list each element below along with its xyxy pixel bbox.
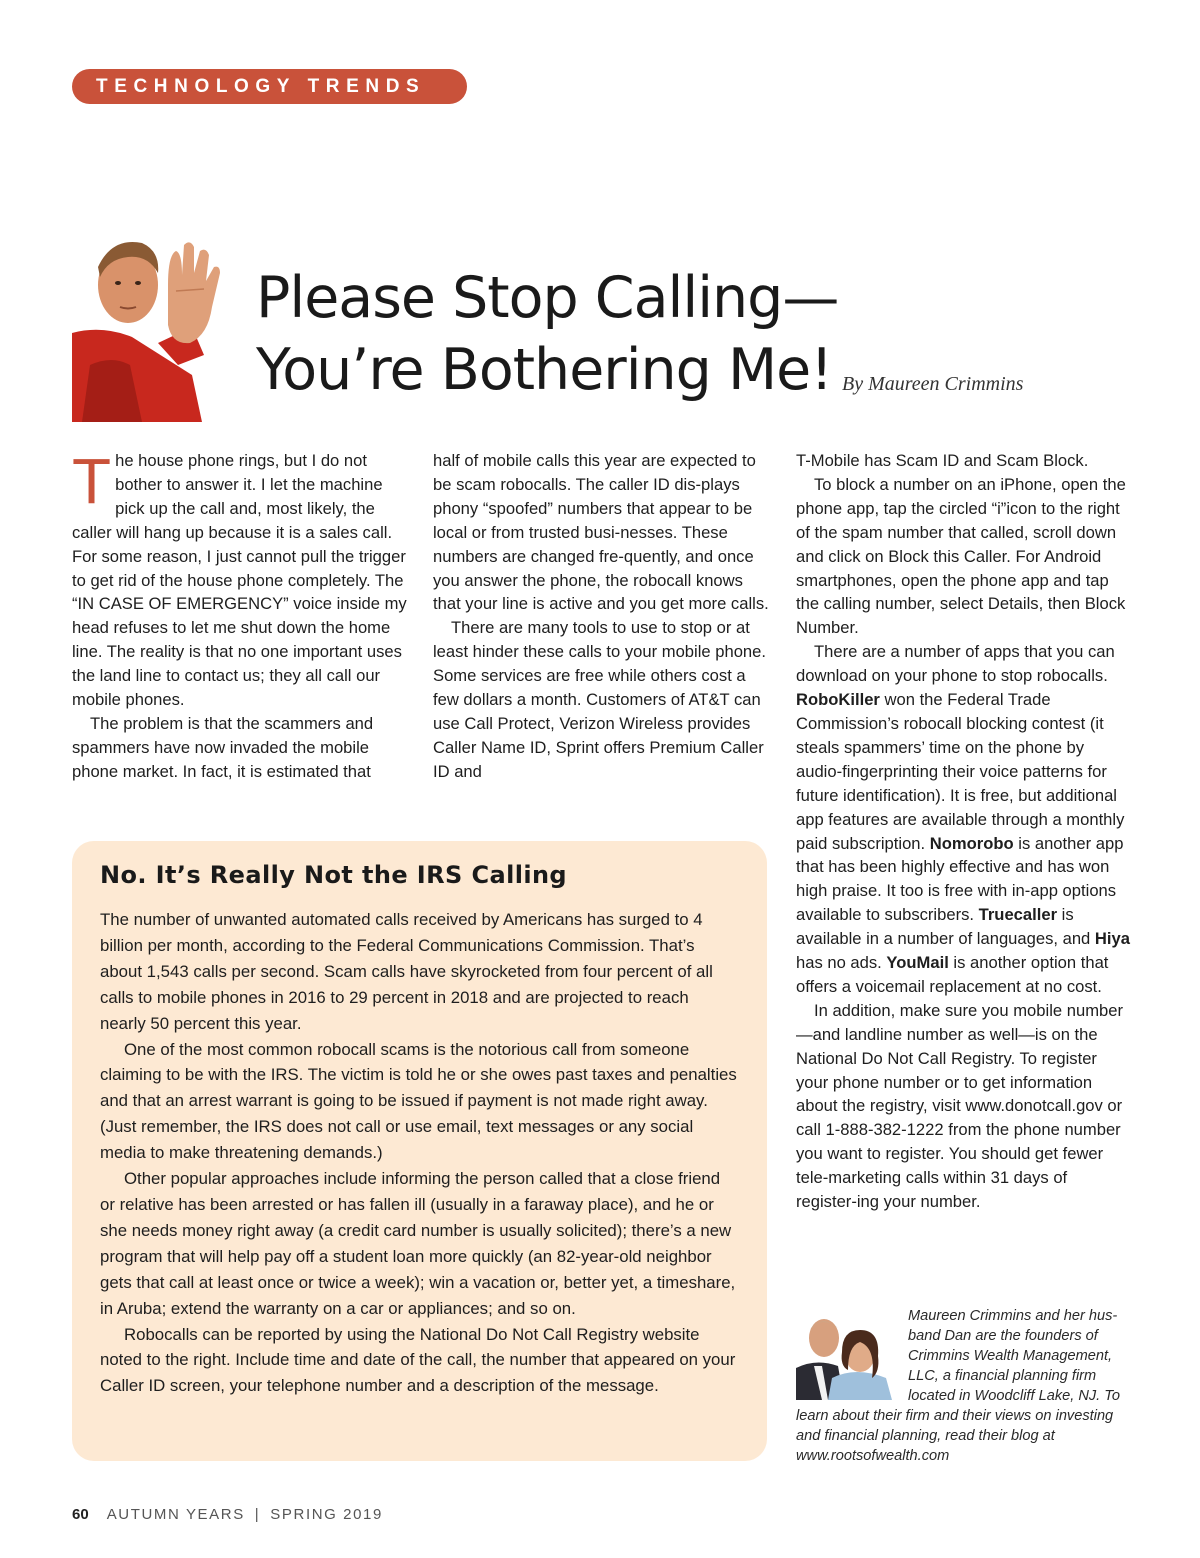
column1-paragraph-2: The problem is that the scammers and spammers have now invaded the mobile phone market. In fact, it is estimated that xyxy=(72,713,374,781)
sidebar-paragraph-4: Robocalls can be reported by using the National Do Not Call Registry website noted to the right. Include time and date of the call, the number that appeared on your Caller ID screen, your telephone number and a description of the message. xyxy=(100,1324,736,1396)
article-column-3 xyxy=(796,449,1132,1214)
column1-paragraph-1-text: he house phone rings, but I do not bother to answer it. I let the machine pick up the call and, most likely, the caller will hang up because it is a sales call. For some reason, I just cannot pull the trigger to get rid of the house phone completely. The “IN CASE OF EMERGENCY” voice inside my head refuses to let me shut down the home line. The reality is that no one important uses the land line to contact us; they all call our mobile phones. xyxy=(72,451,407,710)
drop-cap: T xyxy=(72,445,112,517)
column3-p3-text-a: There are a number of apps that you can download on your phone to stop robocalls. xyxy=(796,642,1115,686)
issue-date: SPRING 2019 xyxy=(270,1506,383,1523)
column3-paragraph-3 xyxy=(796,640,1132,999)
column3-p3-text-e: has no ads. xyxy=(796,953,887,973)
article-column-2 xyxy=(433,449,771,784)
column1-paragraph-1 xyxy=(72,445,408,712)
column3-p3-text-b: won the Federal Trade Commission’s robocall blocking contest (it steals spammers’ time on the phone by audio-fingerprinting their voice patterns for future identification). It is free, but additional app features are available through a monthly paid subscription. xyxy=(796,690,1125,853)
column2-paragraph-1: half of mobile calls this year are expected to be scam robocalls. The caller ID dis-plays phony “spoofed” numbers that appear to be local or from trusted busi-nesses. These numbers are changed fre-quently, and once you answer the phone, the robocall knows that your line is active and you get more calls. xyxy=(433,451,769,614)
page-number: 60 xyxy=(72,1506,89,1523)
author-bio-text: Maureen Crimmins and her hus-band Dan are the founders of Crimmins Wealth Management, LLC, a financial planning firm located in Woodcliff Lake, NJ. To learn about their firm and their views on investing and financial planning, read their blog at www.rootsofwealth.com xyxy=(796,1308,1120,1464)
column3-paragraph-2: To block a number on an iPhone, open the phone app, tap the circled “i”icon to the right of the spam number that called, scroll down and click on Block this Caller. For Android smartphones, open the phone app and tap the calling number, select Details, then Block Number. xyxy=(796,474,1126,638)
column3-p3-text-d: is available in a number of languages, and xyxy=(796,905,1095,949)
author-bio-box xyxy=(796,1306,1132,1466)
article-headline xyxy=(256,262,838,406)
sidebar-paragraph-3: Other popular approaches include informing the person called that a close friend or relative has been arrested or has fallen ill (usually in a faraway place), and he or she needs money right away (a credit card number is usually solicited); there’s a new program that will help pay off a student loan more quickly (an 82-year-old neighbor gets that call at least once or twice a week); win a vacation or, better yet, a timeshare, in Aruba; extend the warranty on a car or appliances; and so on. xyxy=(100,1169,736,1318)
article-column-1 xyxy=(72,445,408,784)
man-stop-hand-photo xyxy=(72,215,234,422)
sidebar-title: No. It’s Really Not the IRS Calling xyxy=(100,861,568,889)
column3-paragraph-4: In addition, make sure you mobile number—and landline number as well—is on the National Do Not Call Registry. To register your phone number or to get information about the registry, visit www.donotcall.gov or call 1-888-382-1222 from the phone number you want to register. You should get fewer tele-marketing calls within 31 days of register-ing your number. xyxy=(796,1000,1123,1212)
footer-separator: | xyxy=(254,1506,261,1523)
column3-paragraph-1: T-Mobile has Scam ID and Scam Block. xyxy=(796,451,1089,470)
headline-line-2: You’re Bothering Me! xyxy=(256,337,833,403)
app-name-truecaller: Truecaller xyxy=(978,905,1058,925)
app-name-nomorobo: Nomorobo xyxy=(929,833,1014,853)
column2-paragraph-2: There are many tools to use to stop or at least hinder these calls to your mobile phone. Some services are free while others cost a few dollars a month. Customers of AT&T can use Call Protect, Verizon Wireless provides Caller Name ID, Sprint offers Premium Caller ID and xyxy=(433,618,766,781)
publication-name: AUTUMN YEARS xyxy=(106,1506,245,1523)
column3-p3-text-f: is another option that offers a voicemail replacement at no cost. xyxy=(796,953,1109,996)
section-tab: TECHNOLOGY TRENDS xyxy=(72,69,467,104)
irs-sidebar-box xyxy=(72,841,767,1461)
headline-line-1: Please Stop Calling— xyxy=(256,265,839,331)
byline: By Maureen Crimmins xyxy=(842,373,1024,395)
authors-photo xyxy=(796,1308,900,1400)
app-name-robokiller: RoboKiller xyxy=(796,690,880,710)
sidebar-paragraph-2: One of the most common robocall scams is the notorious call from someone claiming to be with the IRS. The victim is told he or she owes past taxes and penalties and that an arrest warrant is going to be issued if payment is not made right away. (Just remember, the IRS does not call or use email, text messages or any social media to make threatening demands.) xyxy=(100,1039,737,1163)
column3-p3-text-c: is another app that has been highly effective and has won high praise. It too is free with in-app options available to subscribers. xyxy=(796,833,1124,925)
app-name-hiya: Hiya xyxy=(1094,929,1130,949)
app-name-youmail: YouMail xyxy=(886,953,949,973)
sidebar-paragraph-1: The number of unwanted automated calls received by Americans has surged to 4 billion per month, according to the Federal Communications Commission. That’s about 1,543 calls per second. Scam calls have skyrocketed from four percent of all calls to mobile phones in 2016 to 29 percent in 2018 and are projected to reach nearly 50 percent this year. xyxy=(100,910,713,1033)
page-footer xyxy=(72,1506,383,1523)
